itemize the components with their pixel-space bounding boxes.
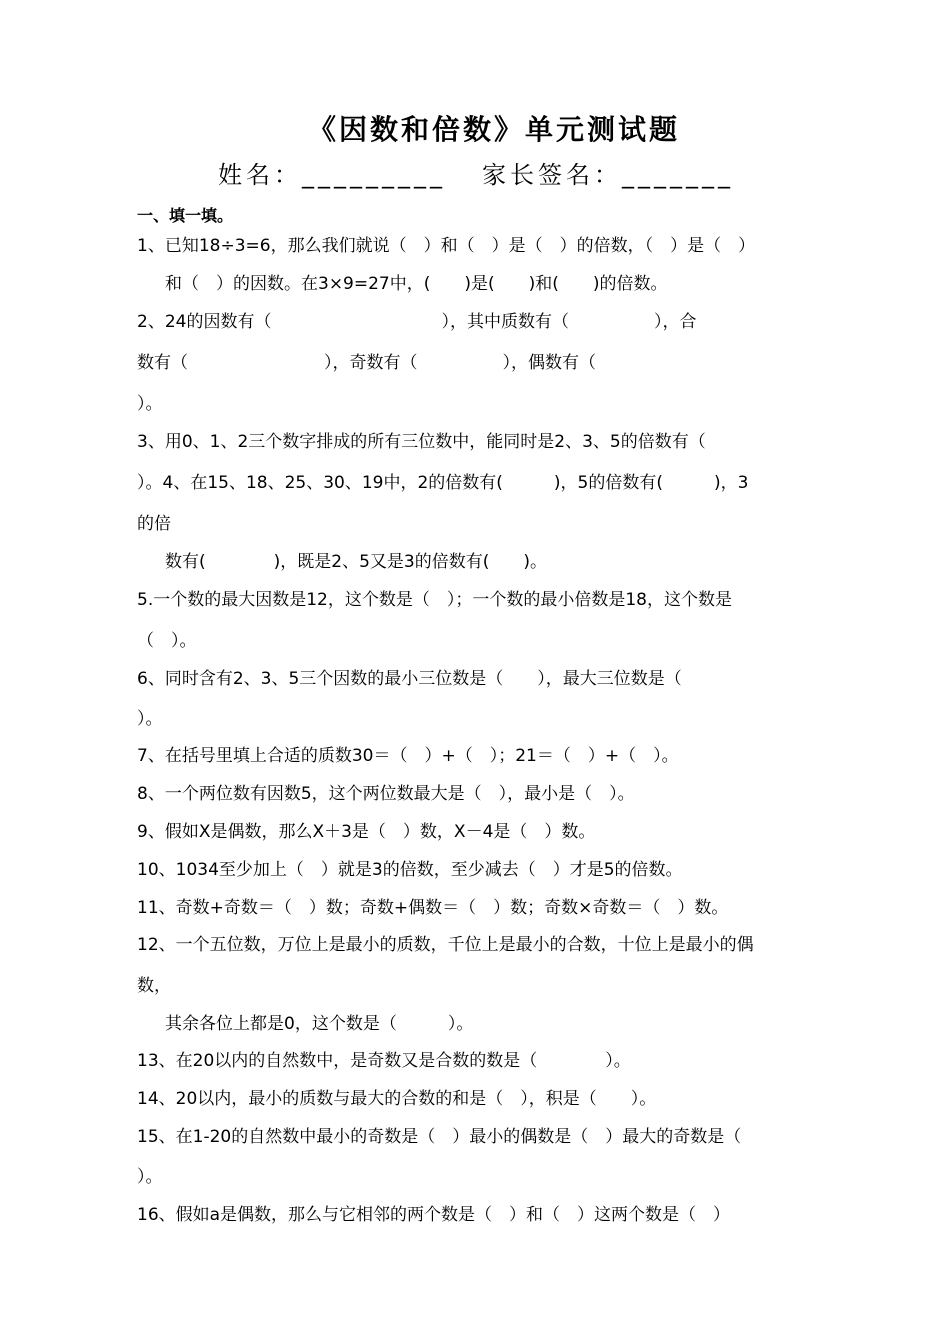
question-15-line-1: 15、在1-20的自然数中最小的奇数是（ ）最小的偶数是（ ）最大的奇数是（ bbox=[137, 1127, 742, 1147]
question-12-line-3: 其余各位上都是0，这个数是（ ）。 bbox=[165, 1014, 474, 1034]
question-13: 13、在20以内的自然数中，是奇数又是合数的数是（ ）。 bbox=[137, 1051, 631, 1071]
question-14: 14、20以内，最小的质数与最大的合数的和是（ ），积是（ ）。 bbox=[137, 1089, 657, 1109]
page-title: 《因数和倍数》单元测试题 bbox=[307, 113, 680, 146]
parent-signature-field: 家长签名：_______ bbox=[482, 161, 734, 189]
name-signature-line bbox=[218, 155, 734, 190]
question-8: 8、一个两位数有因数5，这个两位数最大是（ ），最小是（ ）。 bbox=[137, 784, 635, 804]
question-1-line-1: 1、已知18÷3=6，那么我们就说（ ）和（ ）是（ ）的倍数，（ ）是（ ） bbox=[137, 236, 756, 256]
question-7: 7、在括号里填上合适的质数30＝（ ）+（ ）；21＝（ ）+（ ）。 bbox=[137, 746, 679, 766]
question-5-line-1: 5.一个数的最大因数是12，这个数是（ ）；一个数的最小倍数是18，这个数是 bbox=[137, 590, 732, 610]
question-11: 11、奇数+奇数＝（ ）数；奇数+偶数＝（ ）数；奇数×奇数＝（ ）数。 bbox=[137, 898, 729, 918]
question-4-line-4: 数有( )，既是2、5又是3的倍数有( )。 bbox=[165, 552, 547, 572]
question-16: 16、假如a是偶数，那么与它相邻的两个数是（ ）和（ ）这两个数是（ ） bbox=[137, 1205, 731, 1225]
question-5-line-2: （ ）。 bbox=[137, 631, 197, 651]
question-2-line-2: 数有（ ），奇数有（ ），偶数有（ bbox=[137, 353, 596, 373]
question-4-line-3: 的倍 bbox=[137, 514, 171, 534]
question-3-4-line-2: ）。4、在15、18、25、30、19中，2的倍数有( )，5的倍数有( )，3 bbox=[137, 473, 749, 493]
question-2-line-3: ）。 bbox=[137, 394, 163, 414]
section-heading: 一、填一填。 bbox=[137, 206, 234, 225]
question-9: 9、假如X是偶数，那么X＋3是（ ）数，X－4是（ ）数。 bbox=[137, 822, 596, 842]
question-12-line-2: 数， bbox=[137, 976, 171, 996]
question-12-line-1: 12、一个五位数，万位上是最小的质数，千位上是最小的合数，十位上是最小的偶 bbox=[137, 935, 754, 955]
question-1-line-2: 和（ ）的因数。在3×9=27中，( )是( )和( )的倍数。 bbox=[165, 274, 668, 294]
question-3-line-1: 3、用0、1、2三个数字排成的所有三位数中，能同时是2、3、5的倍数有（ bbox=[137, 432, 706, 452]
question-10: 10、1034至少加上（ ）就是3的倍数，至少减去（ ）才是5的倍数。 bbox=[137, 860, 683, 880]
question-6-line-1: 6、同时含有2、3、5三个因数的最小三位数是（ ），最大三位数是（ bbox=[137, 669, 682, 689]
question-15-line-2: ）。 bbox=[137, 1167, 163, 1187]
question-2-line-1: 2、24的因数有（ ），其中质数有（ ），合 bbox=[137, 312, 697, 332]
question-6-line-2: ）。 bbox=[137, 709, 163, 729]
student-name-field: 姓名：_________ bbox=[218, 161, 446, 189]
